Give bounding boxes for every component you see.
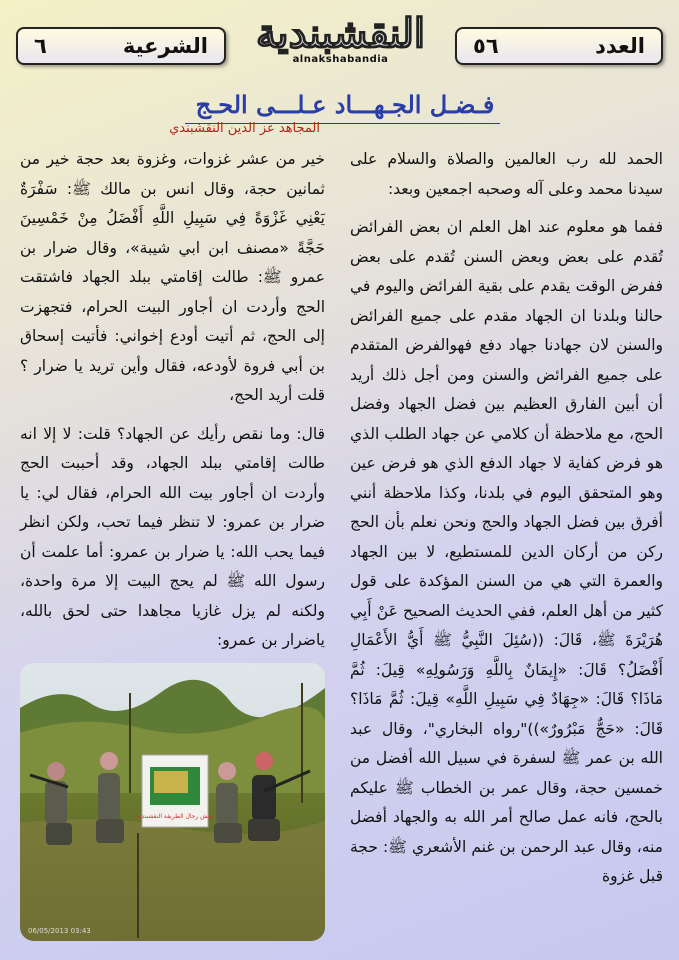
page-number: ٦	[34, 34, 47, 58]
body-paragraph: ففما هو معلوم عند اهل العلم ان بعض الفرائض تُقدم على بعض وبعض السنن تُقدم على بعض ففرض الوقت يقدم على بقية الفرائض واليوم في حالنا وبلدنا ان الجهاد مقدم على جميع الفرائض والسنن لان جهادنا جهاد دفع فهوالفرض المتقدم على جميع الفرائض والسنن ومن أجل ذلك أريد أن أبين الفارق العظيم بين فضل الجهاد وفضل الحج، مع ملاحظة أن كلامي عن جهاد الطلب الذي هو فرض كفاية لا جهاد الدفع الذي هو فرض عين وهو المتحقق اليوم في بلدنا، وكذا ملاحظة أنني أفرق بين فضل الجهاد والحج ونحن نعلم بأن الحج ركن من أركان الدين للمستطيع، لا بين الجهاد والعمرة التي هي من السنن المؤكدة على قول كثير من أهل العلم، ففي الحديث الصحيح عَنْ أَبِي هُرَيْرَةَ ﷺ، قَالَ: ((سُئِلَ النَّبِيُّ ﷺ أَيُّ الأَعْمَالِ أَفْضَلُ؟ قَالَ: «إِيمَانٌ بِاللَّهِ وَرَسُولِهِ» قِيلَ: ثُمَّ مَاذَا؟ قَالَ: «جِهَادٌ فِي سَبِيلِ اللَّهِ» قِيلَ: ثُمَّ مَاذَا؟ قَالَ: «حَجٌّ مَبْرُورٌ»))"رواه البخاري"، وقال عبد الله بن عمر ﷺ لسفرة في سبيل الله أفضل من خمسين حجة، وقال عمر بن الخطاب ﷺ عليكم بالحج، فانه عمل صالح أمر الله به والجهاد أفضل منه، وقال عبد الرحمن بن غنم الأشعري ﷺ: حجة قبل غزوة	[350, 218, 663, 885]
logo-title: النقشبندية	[255, 10, 425, 57]
article-title: فـضـل الجـهـــاد عـلـــى الحـج	[195, 90, 495, 119]
page-header	[0, 0, 679, 90]
section-badge	[16, 27, 226, 65]
article-author: المجاهد عز الدين النقشبندي	[169, 121, 320, 136]
logo-subtitle: alnakshabandia	[292, 54, 389, 65]
photo-timestamp: 06/05/2013 03:43	[28, 927, 91, 935]
right-text-column	[350, 145, 663, 892]
section-label: الشرعية	[122, 34, 208, 58]
body-paragraph: قال: وما نقص رأيك عن الجهاد؟ قلت: لا إلا انه طالت إقامتي ببلد الجهاد، وقد أحببت الحج وأردت ان أجاور بيت الله الحرام، فقال لي: يا ضرار بن عمرو: لا تنظر فيما تحب، ولكن انظر فيما يحب الله: يا ضرار بن عمرو: أما علمت أن رسول الله ﷺ لم يحج البيت إلا مرة واحدة، ولكنه لم يزل غازيا مجاهدا حتى لحق بالله، ياضرار بن عمرو:	[20, 424, 325, 649]
intro-paragraph: الحمد لله رب العالمين والصلاة والسلام على سيدنا محمد وعلى آله وصحبه اجمعين وبعد:	[350, 150, 663, 198]
issue-label: العدد	[595, 34, 645, 58]
article-photo	[20, 663, 325, 941]
magazine-logo	[238, 8, 443, 78]
left-text-column	[20, 145, 325, 656]
body-paragraph: خير من عشر غزوات، وغزوة بعد حجة خير من ثمانين حجة، وقال انس بن مالك ﷺ: سَفْرَةٌ يَعْنِي غَزْوَةً فِي سَبِيلِ اللَّهِ أَفْضَلُ مِنْ خَمْسِينَ حَجَّةً «مصنف ابن ابي شيبة»، وقال ضرار بن عمرو ﷺ: طالت إقامتي ببلد الجهاد فاشتقت الحج وأردت ان أجاور البيت الحرام، فتجهزت إلى الحج، ثم أتيت أودع إخواني: فأتيت إسحاق بن أبي فروة لأودعه، فقال وأين تريد يا ضرار ؟ قلت أريد الحج،	[20, 150, 325, 404]
banner-text: جيش رجال الطريقة النقشبندية	[136, 813, 214, 820]
banner-flag	[137, 755, 214, 827]
issue-badge	[455, 27, 663, 65]
issue-number: ٥٦	[473, 34, 499, 58]
